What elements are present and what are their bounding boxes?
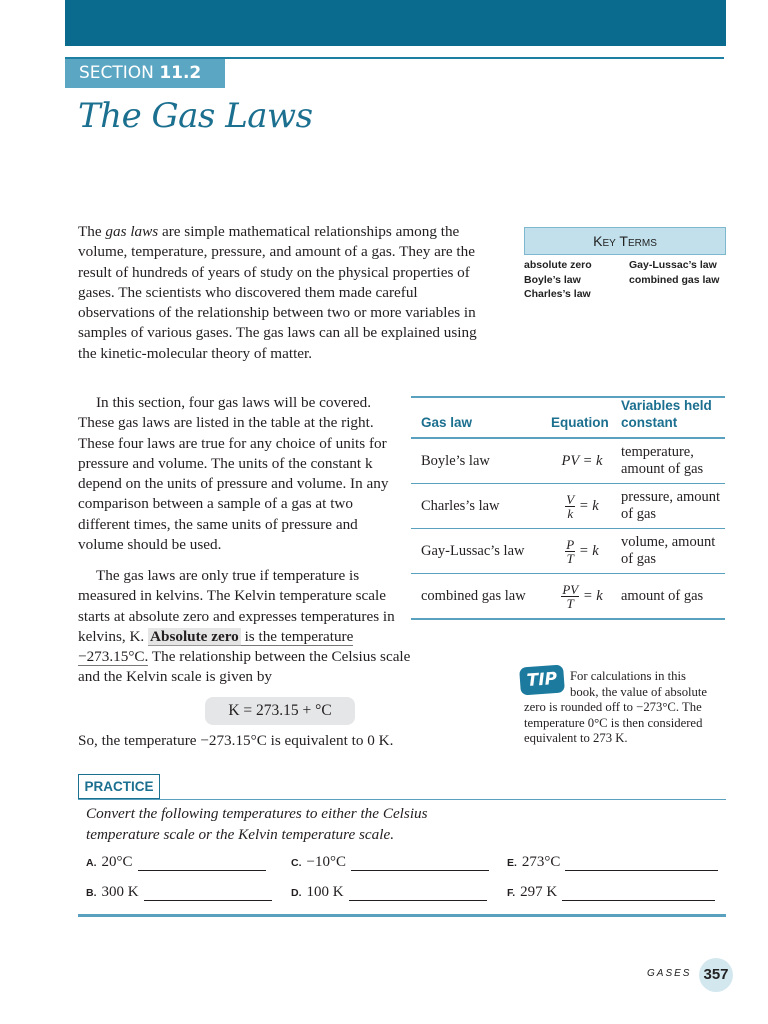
law-constants: temperature, amount of gas <box>615 438 725 484</box>
equation-tail: = k <box>579 587 603 604</box>
p1-rest: are simple mathematical relationships among the volume, temperature, pressure, and amount of a gas. They are the result of hundreds of years of study on the physical properties of gases. The scientists who discovered them made careful observations of the relationship between two or more variables in samples of various gases. The gas laws can all be explained using the kinetic-molecular theory of matter. <box>78 223 477 362</box>
table-row <box>411 484 725 529</box>
law-constants: amount of gas <box>615 574 725 620</box>
problem-letter: C. <box>291 857 302 869</box>
problem-value: 273°C <box>521 854 561 870</box>
law-equation: PV = k <box>539 438 615 484</box>
fraction-denominator: T <box>566 550 574 566</box>
key-term[interactable]: Gay-Lussac’s law <box>629 259 717 271</box>
tip-line: For calculations in this <box>570 669 686 683</box>
equivalence-sentence: So, the temperature −273.15°C is equivalent to 0 K. <box>78 732 394 749</box>
term-absolute-zero[interactable]: Absolute zero <box>150 627 239 645</box>
answer-blank[interactable] <box>565 856 718 871</box>
practice-problem-d <box>291 884 487 901</box>
tip-rest: zero is rounded off to −273°C. The temperature 0°C is then considered equivalent to 273 K. <box>524 700 703 745</box>
law-name: Gay-Lussac’s law <box>411 529 539 574</box>
col-header-variables: Variables held constant <box>615 397 725 438</box>
table-header-row <box>411 397 725 438</box>
practice-label: PRACTICE <box>78 774 160 799</box>
equation-tail: = k <box>575 542 599 559</box>
practice-problem-e <box>507 854 718 871</box>
p3-lead: The gas laws are only true if temperature is measured in kelvins. The Kelvin temperature scale starts at absolute zero and expresses temperatures in kelvins, K. <box>78 567 395 645</box>
p1-lead: The <box>78 223 106 240</box>
tip-badge: TIP <box>519 664 565 695</box>
problem-letter: D. <box>291 887 302 899</box>
problem-value: 300 K <box>101 884 139 900</box>
table-row <box>411 438 725 484</box>
law-equation <box>539 574 615 620</box>
p3-rest: The relationship between the Celsius scale and the Kelvin scale is given by <box>78 648 411 686</box>
law-name: Charles’s law <box>411 484 539 529</box>
problem-value: 20°C <box>101 854 133 870</box>
section-tag <box>65 59 225 88</box>
law-equation <box>539 529 615 574</box>
key-terms-col2 <box>629 258 719 287</box>
law-constants: volume, amount of gas <box>615 529 725 574</box>
key-term[interactable]: Boyle’s law <box>524 273 581 286</box>
key-terms-heading <box>524 227 726 255</box>
key-terms-title: Key Terms <box>593 233 657 249</box>
practice-bottom-rule <box>78 914 726 917</box>
answer-blank[interactable] <box>562 886 715 901</box>
paragraph-four-laws: In this section, four gas laws will be covered. These gas laws are listed in the table at the right. These four laws are true for any choice of units for pressure and volume. The units of the constant k depend on the units of pressure and volume. In any comparison between a sample of a gas at two different times, the same units of pressure and volume should be used. <box>78 394 389 554</box>
problem-value: 297 K <box>520 884 558 900</box>
table-row <box>411 574 725 620</box>
law-name: Boyle’s law <box>411 438 539 484</box>
key-term[interactable]: Charles’s law <box>524 288 591 300</box>
col-header-gas-law: Gas law <box>411 397 539 438</box>
fraction-numerator: V <box>566 491 575 507</box>
section-number: 11.2 <box>159 63 202 83</box>
problem-value: 100 K <box>306 884 344 900</box>
top-banner <box>65 0 726 46</box>
fraction-numerator: PV <box>562 581 579 597</box>
equation-tail: = k <box>575 497 599 514</box>
answer-blank[interactable] <box>138 856 266 871</box>
tip-line: book, the value of absolute <box>570 684 708 699</box>
term-gas-laws: gas laws <box>105 223 159 240</box>
practice-instructions: Convert the following temperatures to either the Celsius temperature scale or the Kelvin temperature scale. <box>86 805 428 843</box>
chapter-label: GASES <box>647 968 692 979</box>
fraction-numerator: P <box>566 536 575 552</box>
fraction <box>565 493 575 520</box>
fraction <box>565 538 575 565</box>
table-row <box>411 529 725 574</box>
problem-letter: A. <box>86 857 97 869</box>
tip-text <box>524 669 729 747</box>
kelvin-formula: K = 273.15 + °C <box>205 697 355 725</box>
problem-letter: B. <box>86 887 97 899</box>
law-equation <box>539 484 615 529</box>
col-header-equation: Equation <box>539 397 615 438</box>
page-title: The Gas Laws <box>78 96 313 136</box>
key-terms-list <box>524 255 726 305</box>
key-term[interactable]: combined gas law <box>629 273 720 286</box>
law-constants: pressure, amount of gas <box>615 484 725 529</box>
practice-problem-a <box>86 854 266 871</box>
key-terms-box <box>524 227 726 305</box>
problem-value: −10°C <box>306 854 346 870</box>
key-term[interactable]: absolute zero <box>524 259 592 271</box>
practice-top-rule <box>78 799 726 800</box>
answer-blank[interactable] <box>144 886 272 901</box>
intro-paragraph <box>78 222 480 364</box>
fraction-denominator: k <box>567 505 574 521</box>
practice-problem-c <box>291 854 489 871</box>
practice-problem-b <box>86 884 272 901</box>
answer-blank[interactable] <box>349 886 487 901</box>
fraction <box>561 583 579 610</box>
law-name: combined gas law <box>411 574 539 620</box>
fraction-denominator: T <box>566 595 574 611</box>
key-terms-col1 <box>524 258 592 302</box>
gas-laws-table <box>411 397 725 620</box>
problem-letter: F. <box>507 887 516 899</box>
practice-problem-f <box>507 884 715 901</box>
answer-blank[interactable] <box>351 856 489 871</box>
absolute-zero-definition: is the temperature −273.15°C. <box>78 627 354 666</box>
paragraph-kelvin <box>78 566 413 688</box>
problem-letter: E. <box>507 857 517 869</box>
section-label: SECTION <box>79 63 154 83</box>
page-number: 357 <box>699 958 733 992</box>
